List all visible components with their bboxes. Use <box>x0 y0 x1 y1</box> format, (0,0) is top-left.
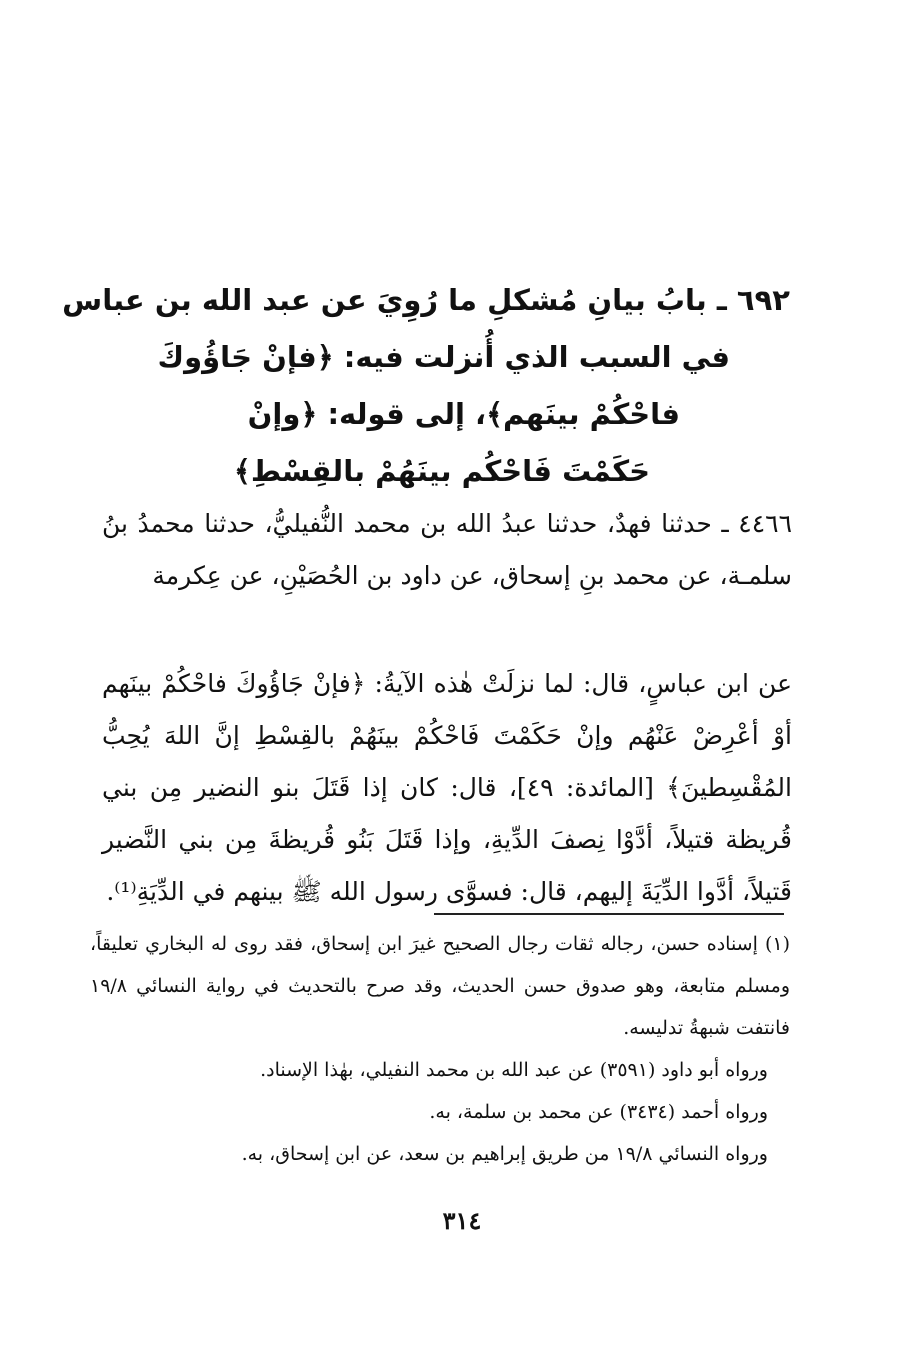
chapter-title-line-3: فاحْكُمْ بينَهم﴾، إلى قوله: ﴿وإنْ <box>247 397 680 431</box>
footnote-nasai: ورواه النسائي ١٩/٨ من طريق إبراهيم بن سعد، عن ابن إسحاق، به. <box>241 1143 768 1165</box>
hadith-isnad: ٤٤٦٦ ـ حدثنا فهدٌ، حدثنا عبدُ الله بن محمد النُّفيليُّ، حدثنا محمدُ بنُ سلمـة، عن محمد بنِ إسحاق، عن داود بن الحُصَيْنِ، عن عِكرمة <box>102 509 792 590</box>
chapter-heading <box>62 272 790 500</box>
chapter-title-line-2: في السبب الذي أُنزلت فيه: ﴿فإنْ جَاؤُوكَ <box>157 340 730 374</box>
hadith-matn: عن ابن عباسٍ، قال: لما نزلَتْ هٰذه الآيةُ: ﴿فإنْ جَاؤُوكَ فاحْكُمْ بينَهم أوْ أعْرِضْ عَنْهُم وإنْ حَكَمْتَ فَاحْكُمْ بينَهُمْ بالقِسْطِ إنَّ اللهَ يُحِبُّ المُقْسِطينَ﴾ [المائدة: ٤٩]، قال: كان إذا قَتَلَ بنو النضير مِن بني قُريظة قتيلاً، أدَّوْا نِصفَ الدِّيةِ، وإذا قَتَلَ بَنُو قُريظةَ مِن بني النَّضير قَتيلاً، أدَّوا الدِّيَةَ إليهم، قال: فسوَّى رسول الله ﷺ بينهم في الدِّيَةِ⁽¹⁾. <box>102 669 792 906</box>
chapter-title-line-1: ٦٩٢ ـ بابُ بيانِ مُشكلِ ما رُوِيَ عن عبد الله بن عباس <box>62 283 790 317</box>
footnote-abu-dawud: ورواه أبو داود (٣٥٩١) عن عبد الله بن محمد النفيلي، بهٰذا الإسناد. <box>260 1059 768 1081</box>
footnote-ahmad: ورواه أحمد (٣٤٣٤) عن محمد بن سلمة، به. <box>429 1101 768 1123</box>
footnote-1: (١) إسناده حسن، رجاله ثقات رجال الصحيح غيرَ ابن إسحاق، فقد روى له البخاري تعليقاً، ومسلم متابعة، وهو صدوق حسن الحديث، وقد صرح بالتحديث في رواية النسائي ١٩/٨ فانتفت شبهةُ تدليسه. <box>90 933 790 1039</box>
footnote-divider <box>434 913 784 915</box>
footnotes <box>90 923 790 1175</box>
page-number: ٣١٤ <box>442 1206 482 1235</box>
chapter-title-line-4: حَكَمْتَ فَاحْكُم بينَهُمْ بالقِسْطِ﴾ <box>233 454 650 488</box>
